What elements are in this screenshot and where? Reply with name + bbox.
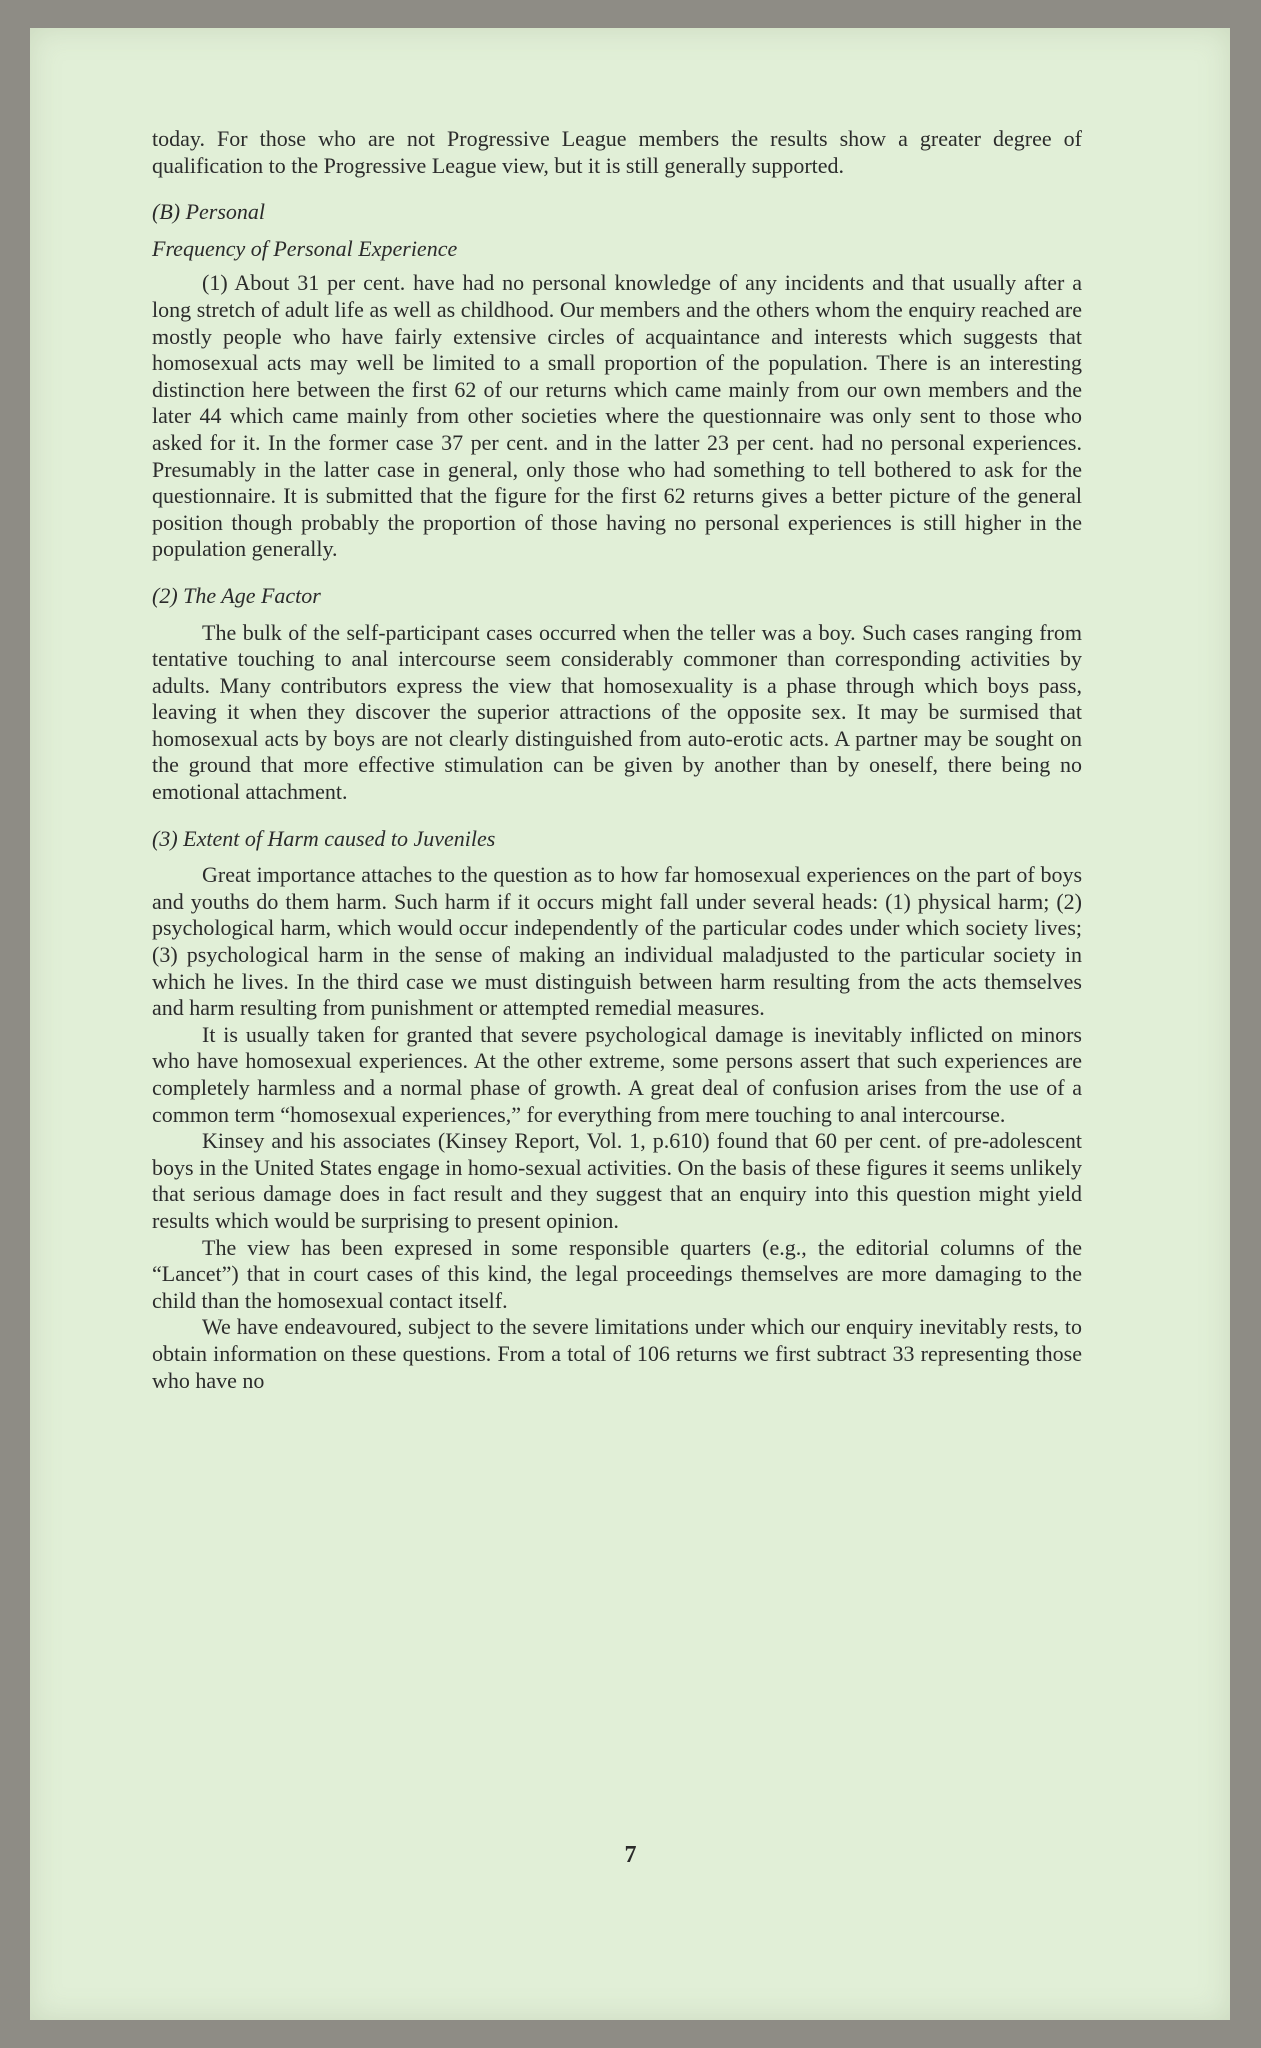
- frequency-heading: Frequency of Personal Experience: [152, 235, 458, 261]
- document-body: [152, 126, 1082, 1394]
- paragraph-harm-3: Kinsey and his associates (Kinsey Report, Vol. 1, p.610) found that 60 per cent. of pre-adolescent boys in the United States engage in homo-sexual activities. On the basis of these figures it seems unlikely that serious damage does in fact result and they suggest that an enquiry into this question might yield results which would be surprising to present opinion.: [152, 1128, 1082, 1233]
- paragraph-harm-1: Great importance attaches to the question as to how far homosexual experiences on the part of boys and youths do them harm. Such harm if it occurs might fall under several heads: (1) physical harm; (2) psychological harm, which would occur independently of the particular codes under which society lives; (3) psychological harm in the sense of making an individual maladjusted to the particular society in which he lives. In the third case we must distinguish between harm resulting from the acts themselves and harm resulting from punishment or attempted remedial measures.: [152, 862, 1082, 1021]
- paragraph-harm-2: It is usually taken for granted that severe psychological damage is inevitably inflicted on minors who have homosexual experiences. At the other extreme, some persons assert that such experiences are completely harmless and a normal phase of growth. A great deal of confusion arises from the use of a common term “homosexual experiences,” for everything from mere touching to anal intercourse.: [152, 1021, 1082, 1127]
- paragraph-harm-4: The view has been expresed in some responsible quarters (e.g., the editorial columns of the “Lancet”) that in court cases of this kind, the legal proceedings themselves are more damaging to the child than the homosexual contact itself.: [152, 1234, 1082, 1313]
- section-b-heading: (B) Personal: [152, 199, 266, 225]
- age-factor-heading: (2) The Age Factor: [152, 582, 321, 608]
- intro-paragraph: today. For those who are not Progressive League members the results show a greater degree of qualification to the Progressive League view, but it is still generally supported.: [152, 126, 1082, 178]
- paragraph-age-factor: The bulk of the self-participant cases occurred when the teller was a boy. Such cases ranging from tentative touching to anal intercourse seem considerably commoner than corresponding activities by adults. Many contributors express the view that homosexuality is a phase through which boys pass, leaving it when they discover the superior attractions of the opposite sex. It may be surmised that homosexual acts by boys are not clearly distinguished from auto-erotic acts. A partner may be sought on the ground that more effective stimulation can be given by another than by oneself, there being no emotional attachment.: [152, 619, 1082, 805]
- paragraph-frequency: (1) About 31 per cent. have had no personal knowledge of any incidents and that usually after a long stretch of adult life as well as childhood. Our members and the others whom the enquiry reached are mostly people who have fairly extensive circles of acquaintance and interests which suggests that homosexual acts may well be limited to a small proportion of the population. There is an interesting distinction here between the first 62 of our returns which came mainly from our own members and the later 44 which came mainly from other societies where the questionnaire was only sent to those who asked for it. In the former case 37 per cent. and in the latter 23 per cent. had no personal experiences. Presumably in the latter case in general, only those who had something to tell bothered to ask for the questionnaire. It is submitted that the figure for the first 62 returns gives a better picture of the general position though probably the proportion of those having no personal experiences is still higher in the population generally.: [152, 270, 1082, 562]
- harm-heading: (3) Extent of Harm caused to Juveniles: [152, 825, 496, 851]
- page-number: 7: [624, 1842, 637, 1868]
- paragraph-harm-5: We have endeavoured, subject to the severe limitations under which our enquiry inevitably rests, to obtain information on these questions. From a total of 106 returns we first subtract 33 representing those who have no: [152, 1314, 1082, 1393]
